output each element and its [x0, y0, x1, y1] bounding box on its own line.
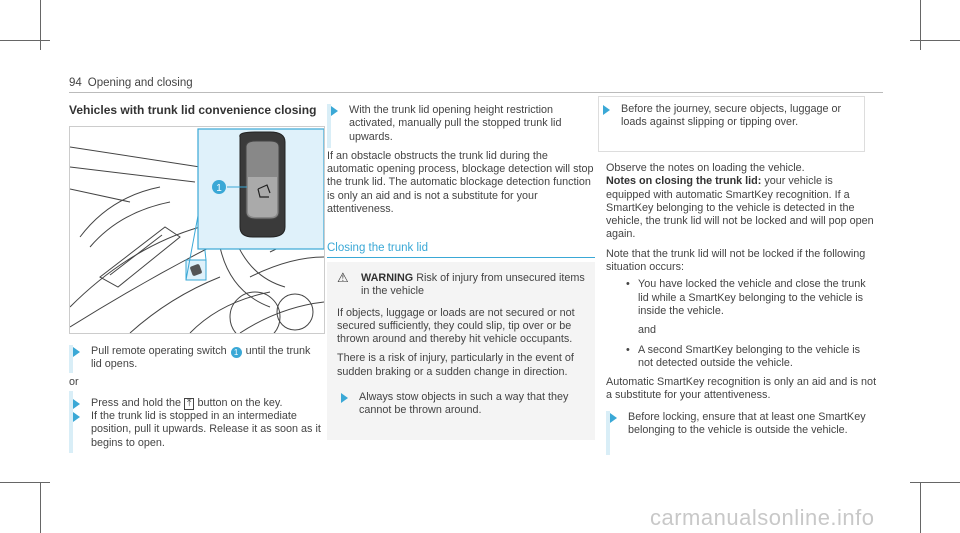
loading-note: Observe the notes on loading the vehicle. [606, 162, 805, 174]
step-arrow-icon [73, 412, 80, 422]
step-arrow-icon [603, 105, 610, 115]
watermark: carmanualsonline.info [650, 505, 875, 530]
figure-trunk-switch [69, 126, 325, 334]
smartkey-paragraph: Notes on closing the trunk lid: your vehicle is equipped with automatic SmartKey recognition. If a SmartKey belonging to the vehicle is detected in the vehicle, the trunk lid will not be locked and will pop open again. [606, 175, 874, 241]
callout-number: 1 [216, 183, 222, 194]
crop-mark [920, 483, 921, 533]
bullet-item: • A second SmartKey belonging to the vehicle is not detected outside the vehicle. [626, 343, 861, 369]
door-illustration [70, 127, 324, 333]
step-pull-switch: Pull remote operating switch 1 until the trunk lid opens. [69, 345, 323, 372]
blockage-paragraph: If an obstacle obstructs the trunk lid during the automatic opening process, blockage detection will stop the trunk lid. The automatic blockage detection function is only an aid and is not a substitute for your attentiveness. [327, 149, 594, 216]
column-2-top [327, 104, 595, 216]
step-arrow-icon [331, 106, 338, 116]
section-heading-closing: Closing the trunk lid [327, 242, 428, 254]
step-intermediate: If the trunk lid is stopped in an intermediate position, pull it upwards. Release it as soon as it begins to open. [69, 410, 323, 450]
section-name: Opening and closing [87, 77, 193, 89]
step-arrow-icon [73, 347, 80, 357]
step-arrow-icon [610, 413, 617, 423]
aid-paragraph: Automatic SmartKey recognition is only an aid and is not a substitute for your attentiveness. [606, 376, 877, 402]
and-label: and [638, 324, 657, 337]
step-before-locking: Before locking, ensure that at least one SmartKey belonging to the vehicle is outside the vehicle. [606, 411, 878, 438]
warning-paragraph: There is a risk of injury, particularly in the event of sudden braking or a sudden change in direction. [337, 352, 574, 378]
step-press-key: Press and hold the ⤒ button on the key. [69, 397, 323, 410]
warning-paragraph: If objects, luggage or loads are not secured or not secured sufficiently, they could slip, tip over or be thrown around and thereby hit vehicle occupants. [337, 306, 575, 346]
bullet-dot: • [626, 343, 630, 356]
situation-paragraph: Note that the trunk lid will not be locked if the following situation occurs: [606, 247, 866, 274]
step-pull-lid: With the trunk lid opening height restriction activated, manually pull the stopped trunk lid upwards. [327, 104, 595, 144]
tip-box [598, 96, 865, 152]
warning-step: Always stow objects in such a way that they cannot be thrown around. [337, 391, 585, 418]
crop-mark [0, 482, 50, 483]
bullet-dot: • [626, 278, 630, 291]
step-arrow-icon [73, 399, 80, 409]
warning-label: WARNING [361, 272, 414, 284]
warning-box [327, 262, 595, 440]
bullet-item: • You have locked the vehicle and close the trunk lid while a SmartKey belonging to the vehicle is inside the vehicle. [626, 278, 866, 317]
header-rule [69, 92, 883, 93]
crop-mark [910, 40, 960, 41]
column-1-steps [69, 345, 323, 450]
crop-mark [40, 0, 41, 50]
crop-mark [0, 40, 50, 41]
warning-title: Risk of injury from unsecured items in the vehicle [361, 272, 585, 298]
or-label: or [69, 375, 79, 388]
callout-badge: 1 [231, 347, 242, 358]
crop-mark [920, 0, 921, 50]
step-arrow-icon [341, 393, 348, 403]
page-header [69, 77, 193, 89]
crop-mark [40, 483, 41, 533]
page-title: Vehicles with trunk lid convenience closing [69, 103, 317, 117]
crop-mark [910, 482, 960, 483]
trunk-key-icon: ⤒ [184, 398, 194, 410]
page-number: 94 [69, 77, 82, 89]
step-secure-objects: Before the journey, secure objects, luggage or loads against slipping or tipping over. [599, 103, 861, 130]
column-3-body [606, 162, 878, 437]
warning-icon: ⚠ [337, 270, 349, 285]
section-rule [327, 257, 595, 258]
